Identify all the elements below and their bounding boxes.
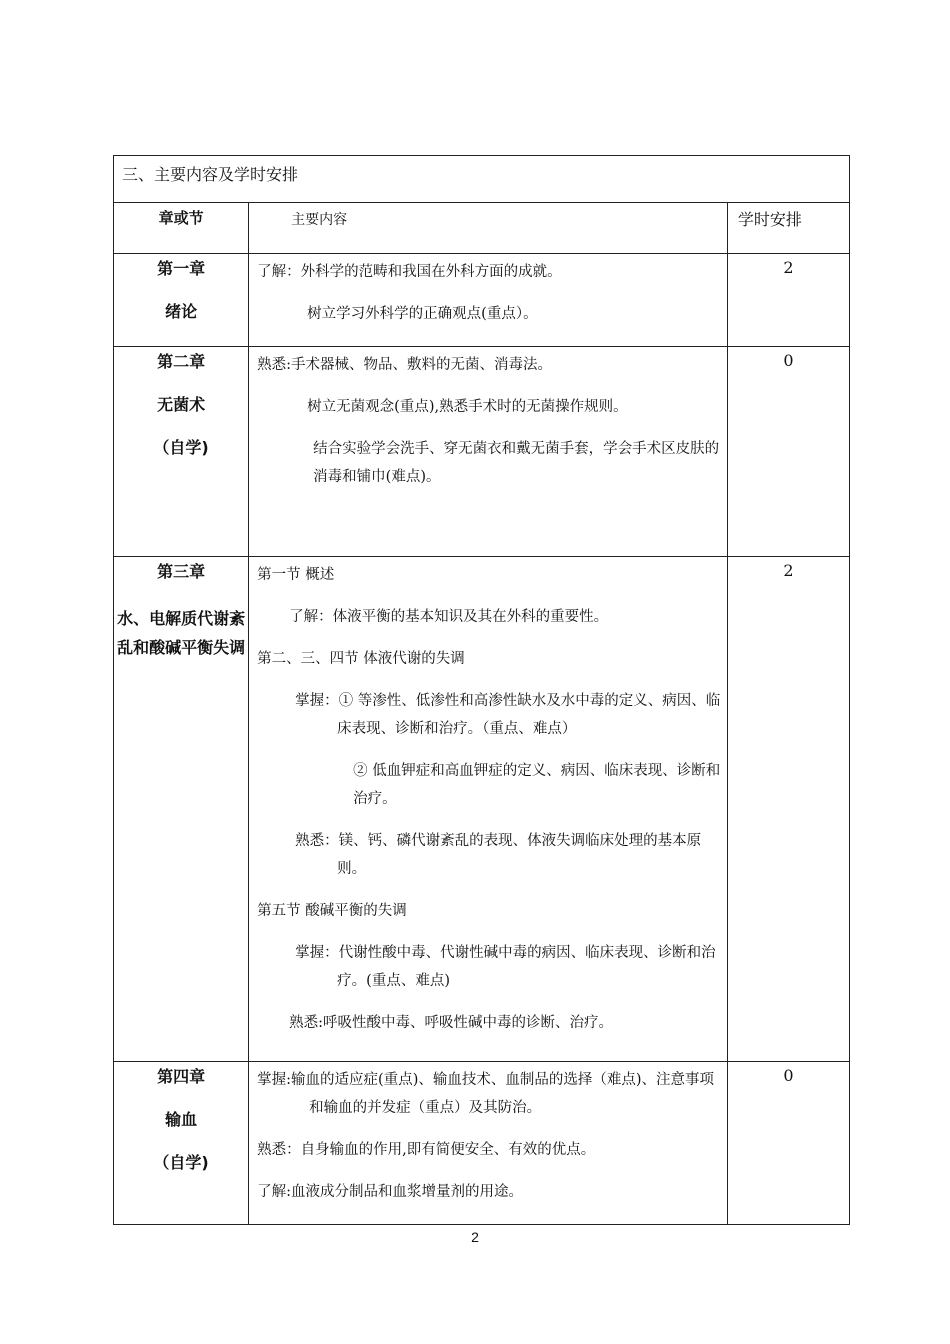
chapter-number: 第一章 xyxy=(157,259,206,278)
header-chapter: 章或节 xyxy=(114,203,249,254)
chapter-title: 绪论 xyxy=(165,302,198,321)
content-paragraph: 熟悉:手术器械、物品、敷料的无菌、消毒法。 xyxy=(257,357,553,373)
content-paragraph: 了解：外科学的范畴和我国在外科方面的成就。 xyxy=(257,264,562,280)
page-number: 2 xyxy=(471,1229,479,1245)
chapter-cell xyxy=(114,1062,249,1225)
section-title: 三、主要内容及学时安排 xyxy=(114,156,850,203)
chapter-title: 无菌术 xyxy=(157,395,206,414)
content-paragraph: 了解:血液成分制品和血浆增量剂的用途。 xyxy=(257,1184,524,1200)
chapter-cell xyxy=(114,347,249,557)
chapter-title: 水、电解质代谢紊乱和酸碱平衡失调 xyxy=(117,609,246,657)
content-paragraph: 树立无菌观念(重点),熟悉手术时的无菌操作规则。 xyxy=(307,399,628,415)
chapter-number: 第四章 xyxy=(157,1067,206,1086)
table-row xyxy=(114,347,850,557)
chapter-note: （自学) xyxy=(153,1153,209,1172)
content-paragraph: 第二、三、四节 体液代谢的失调 xyxy=(257,651,465,667)
syllabus-table xyxy=(113,155,850,1225)
chapter-cell xyxy=(114,557,249,1062)
hours-cell: 0 xyxy=(727,1062,849,1225)
content-cell xyxy=(249,254,728,347)
content-cell xyxy=(249,347,728,557)
content-paragraph: 结合实验学会洗手、穿无菌衣和戴无菌手套，学会手术区皮肤的消毒和铺巾(难点)。 xyxy=(313,441,720,485)
content-paragraph: 了解：体液平衡的基本知识及其在外科的重要性。 xyxy=(289,609,609,625)
chapter-note: （自学) xyxy=(153,438,209,457)
content-cell xyxy=(249,1062,728,1225)
table-row xyxy=(114,557,850,1062)
header-hours: 学时安排 xyxy=(727,203,849,254)
hours-cell: 2 xyxy=(727,557,849,1062)
hours-cell: 2 xyxy=(727,254,849,347)
content-paragraph: ② 低血钾症和高血钾症的定义、病因、临床表现、诊断和治疗。 xyxy=(353,763,721,807)
hours-cell: 0 xyxy=(727,347,849,557)
table-row xyxy=(114,1062,850,1225)
chapter-title: 输血 xyxy=(165,1110,198,1129)
content-paragraph: 熟悉：镁、钙、磷代谢紊乱的表现、体液失调临床处理的基本原则。 xyxy=(295,833,702,877)
content-paragraph: 掌握:输血的适应症(重点)、输血技术、血制品的选择（难点)、注意事项和输血的并发症（重点）及其防治。 xyxy=(257,1072,715,1116)
table-row xyxy=(114,254,850,347)
table-header-row xyxy=(114,203,850,254)
chapter-number: 第三章 xyxy=(157,562,206,581)
content-paragraph: 第一节 概述 xyxy=(257,567,335,583)
content-paragraph: 树立学习外科学的正确观点(重点）。 xyxy=(307,306,538,322)
content-paragraph: 掌握：① 等渗性、低渗性和高渗性缺水及水中毒的定义、病因、临床表现、诊断和治疗。（重点、难点） xyxy=(295,693,721,737)
content-paragraph: 熟悉:呼吸性酸中毒、呼吸性碱中毒的诊断、治疗。 xyxy=(289,1015,614,1031)
chapter-number: 第二章 xyxy=(157,352,206,371)
content-paragraph: 熟悉：自身输血的作用,即有简便安全、有效的优点。 xyxy=(257,1142,596,1158)
content-paragraph: 掌握：代谢性酸中毒、代谢性碱中毒的病因、临床表现、诊断和治疗。(重点、难点) xyxy=(295,945,716,989)
content-cell xyxy=(249,557,728,1062)
chapter-cell xyxy=(114,254,249,347)
content-paragraph: 第五节 酸碱平衡的失调 xyxy=(257,903,407,919)
header-content: 主要内容 xyxy=(249,203,728,254)
